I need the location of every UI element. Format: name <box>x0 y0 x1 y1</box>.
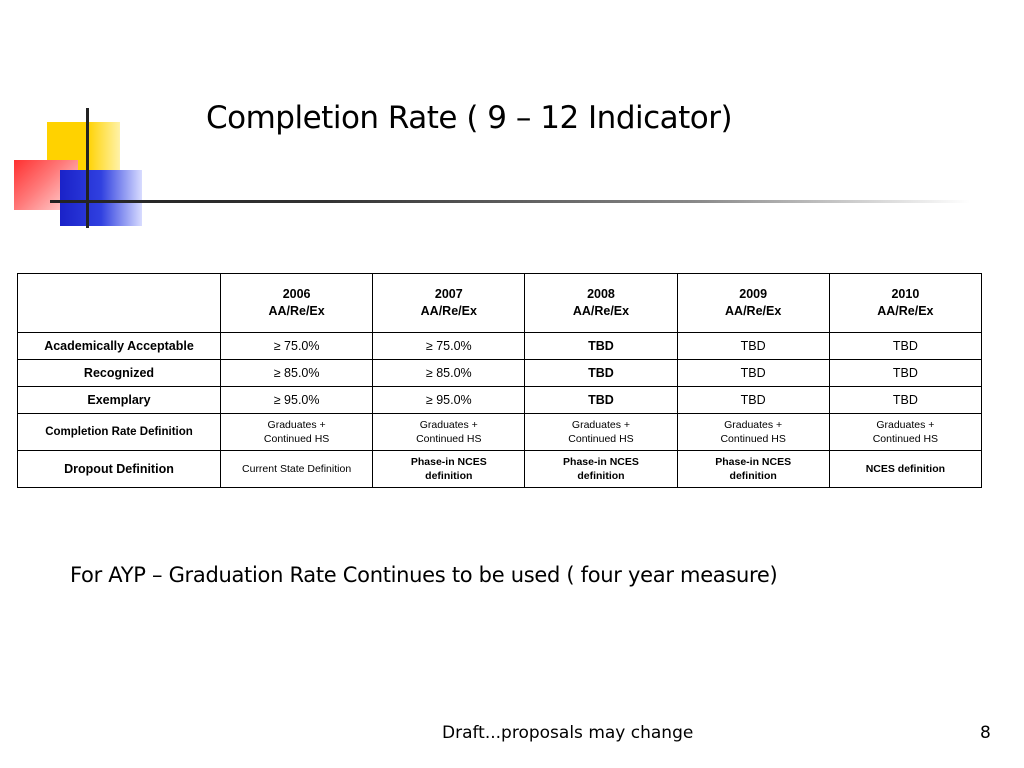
header-cell-2010: 2010 AA/Re/Ex <box>829 274 981 333</box>
table-cell: Current State Definition <box>221 451 373 488</box>
table-cell: Graduates + Continued HS <box>221 414 373 451</box>
table-cell: ≥ 75.0% <box>221 333 373 360</box>
page-number: 8 <box>980 723 991 743</box>
table-cell: TBD <box>525 387 677 414</box>
table-header-row <box>18 274 982 333</box>
header-cell-2008: 2008 AA/Re/Ex <box>525 274 677 333</box>
row-label: Dropout Definition <box>18 451 221 488</box>
table-cell: NCES definition <box>829 451 981 488</box>
completion-rate-table <box>17 273 982 488</box>
header-cell-2006: 2006 AA/Re/Ex <box>221 274 373 333</box>
table-cell: TBD <box>525 333 677 360</box>
decorative-logo <box>0 0 200 240</box>
table-cell: Graduates + Continued HS <box>525 414 677 451</box>
table-cell: TBD <box>677 360 829 387</box>
table-row <box>18 387 982 414</box>
table-cell: Phase-in NCES definition <box>373 451 525 488</box>
slide-footer: Draft...proposals may change <box>442 723 694 743</box>
header-cell-2009: 2009 AA/Re/Ex <box>677 274 829 333</box>
row-label: Completion Rate Definition <box>18 414 221 451</box>
row-label: Exemplary <box>18 387 221 414</box>
table-row <box>18 451 982 488</box>
slide-subtitle: For AYP – Graduation Rate Continues to be used ( four year measure) <box>70 563 778 587</box>
table-cell: Graduates + Continued HS <box>373 414 525 451</box>
table-cell: Phase-in NCES definition <box>525 451 677 488</box>
vertical-rule <box>86 108 89 228</box>
table-cell: ≥ 95.0% <box>373 387 525 414</box>
row-label: Recognized <box>18 360 221 387</box>
table-row <box>18 414 982 451</box>
table-cell: TBD <box>525 360 677 387</box>
blue-square <box>60 170 142 226</box>
table-cell: TBD <box>829 387 981 414</box>
header-empty-cell <box>18 274 221 333</box>
table-cell: Graduates + Continued HS <box>677 414 829 451</box>
table-cell: ≥ 85.0% <box>373 360 525 387</box>
row-label: Academically Acceptable <box>18 333 221 360</box>
header-cell-2007: 2007 AA/Re/Ex <box>373 274 525 333</box>
table-row <box>18 333 982 360</box>
table-row <box>18 360 982 387</box>
table-cell: ≥ 95.0% <box>221 387 373 414</box>
table-cell: TBD <box>677 387 829 414</box>
table-cell: ≥ 85.0% <box>221 360 373 387</box>
slide-title: Completion Rate ( 9 – 12 Indicator) <box>206 100 733 136</box>
table-cell: Graduates + Continued HS <box>829 414 981 451</box>
table-cell: TBD <box>829 333 981 360</box>
table-cell: ≥ 75.0% <box>373 333 525 360</box>
table-cell: Phase-in NCES definition <box>677 451 829 488</box>
title-underline <box>50 200 970 203</box>
table-cell: TBD <box>829 360 981 387</box>
table-cell: TBD <box>677 333 829 360</box>
